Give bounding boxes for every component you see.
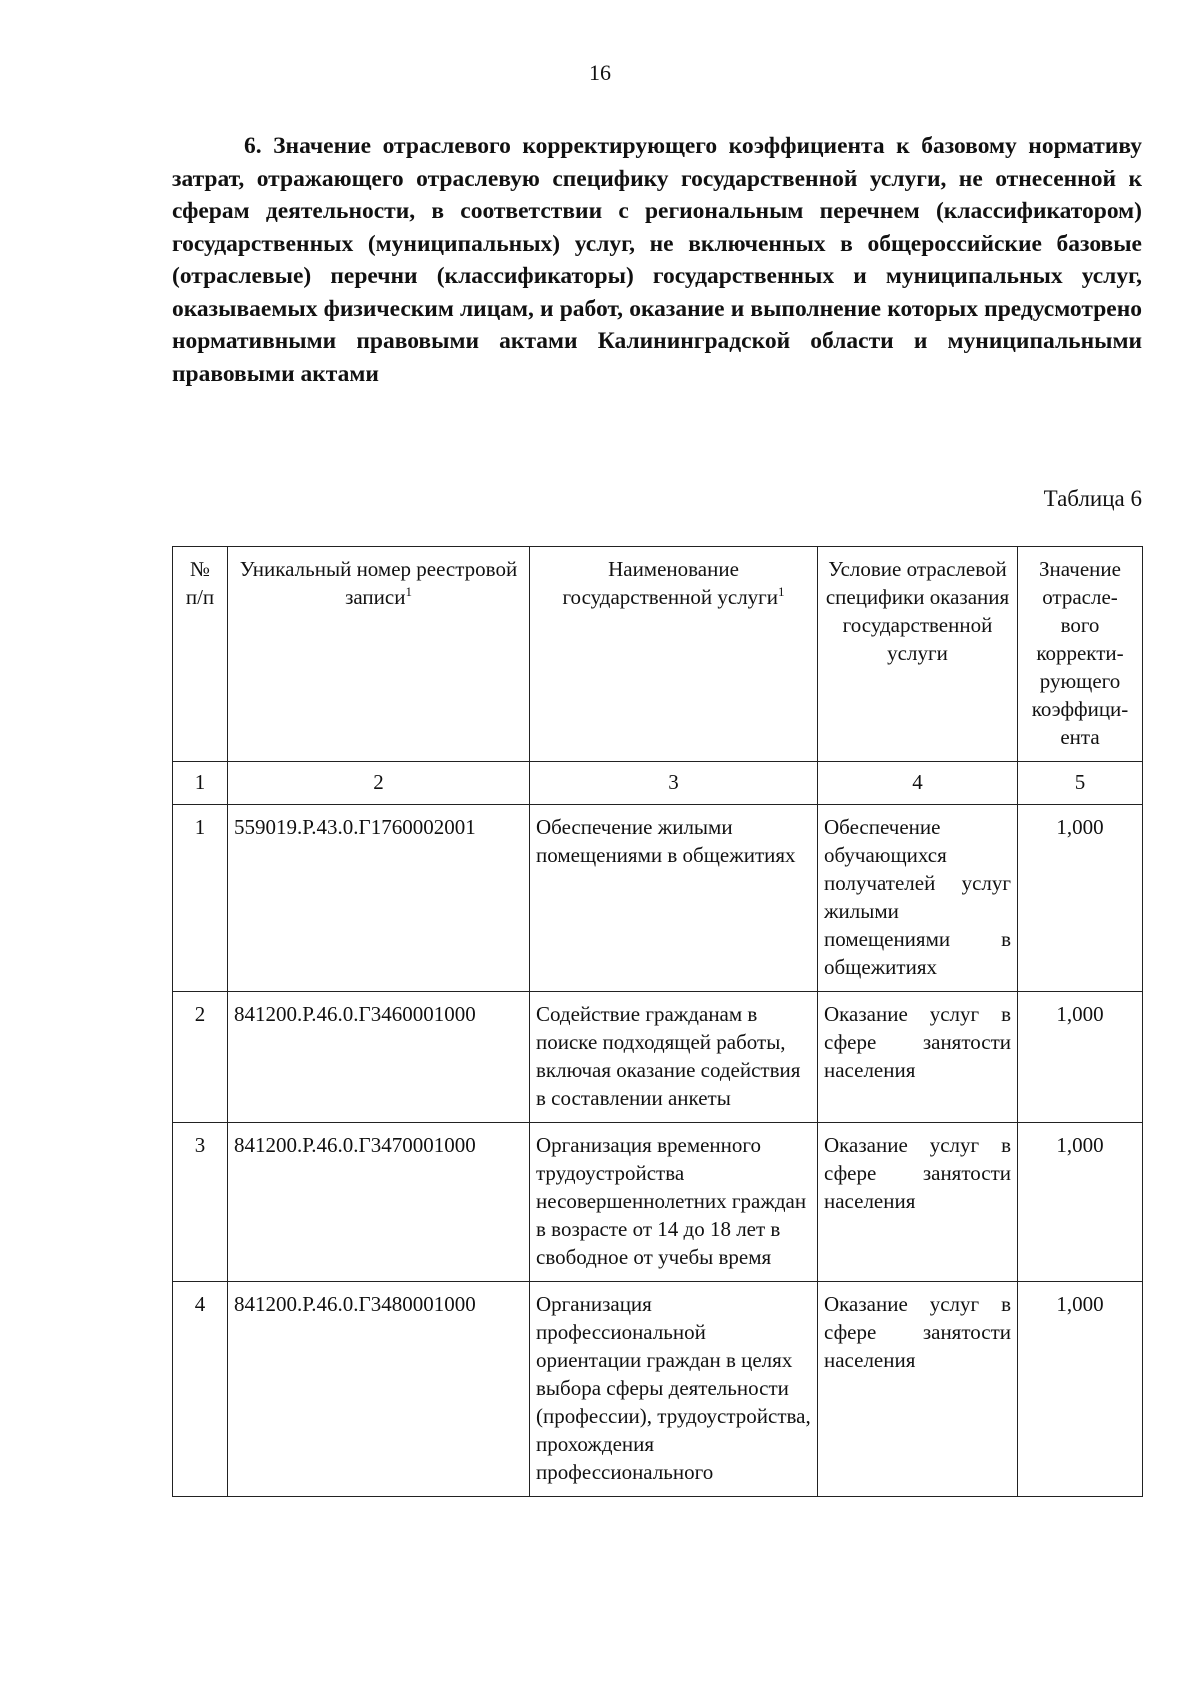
footnote-mark: 1 bbox=[778, 584, 785, 599]
table-row bbox=[173, 992, 1143, 1123]
row-num: 2 bbox=[173, 992, 228, 1123]
row-num: 1 bbox=[173, 805, 228, 992]
services-table bbox=[172, 546, 1143, 1497]
column-index: 4 bbox=[818, 762, 1018, 805]
header-condition: Условие отраслевой специфики оказания государственной услуги bbox=[818, 547, 1018, 762]
column-index: 3 bbox=[530, 762, 818, 805]
row-registry: 841200.Р.46.0.Г3460001000 bbox=[228, 992, 530, 1123]
table-row bbox=[173, 1123, 1143, 1282]
row-num: 3 bbox=[173, 1123, 228, 1282]
header-num: № п/п bbox=[173, 547, 228, 762]
row-condition: Оказание услуг в сфере занятости населения bbox=[818, 1123, 1018, 1282]
row-service-name: Содействие гражданам в поиске подходящей работы, включая оказание содействия в составлении анкеты bbox=[530, 992, 818, 1123]
column-index: 1 bbox=[173, 762, 228, 805]
table-row bbox=[173, 1282, 1143, 1497]
column-index: 5 bbox=[1018, 762, 1143, 805]
footnote-mark: 1 bbox=[405, 584, 412, 599]
section-heading: 6. Значение отраслевого корректирующего коэффициента к базовому нормативу затрат, отражающего отраслевую специфику государственной услуги, не отнесенной к сферам деятельности, в соответствии с региональным перечнем (классификатором) государственных (муниципальных) услуг, не включенных в общероссийские базовые (отраслевые) перечни (классификаторы) государственных и муниципальных услуг, оказываемых физическим лицам, и работ, оказание и выполнение которых предусмотрено нормативными правовыми актами Калининградской области и муниципальными правовыми актами bbox=[172, 133, 1142, 387]
header-service-name: Наименование государственной услуги$^1$ bbox=[530, 547, 818, 762]
table-caption: Таблица 6 bbox=[1043, 486, 1142, 511]
row-service-name: Организация профессиональной ориентации граждан в целях выбора сферы деятельности (профессии), трудоустройства, прохождения профессионального bbox=[530, 1282, 818, 1497]
row-service-name: Организация временного трудоустройства несовершеннолетних граждан в возрасте от 14 до 18 лет в свободное от учебы время bbox=[530, 1123, 818, 1282]
row-condition: Обеспечение обучающихся получателей услуг жилыми помещениями в общежитиях bbox=[818, 805, 1018, 992]
row-registry: 841200.Р.46.0.Г3480001000 bbox=[228, 1282, 530, 1497]
row-service-name: Обеспечение жилыми помещениями в общежитиях bbox=[530, 805, 818, 992]
row-registry: 841200.Р.46.0.Г3470001000 bbox=[228, 1123, 530, 1282]
row-value: 1,000 bbox=[1018, 805, 1143, 992]
row-condition: Оказание услуг в сфере занятости населения bbox=[818, 1282, 1018, 1497]
row-value: 1,000 bbox=[1018, 1123, 1143, 1282]
column-index: 2 bbox=[228, 762, 530, 805]
header-registry: Уникальный номер реестровой записи$^1$ bbox=[228, 547, 530, 762]
row-value: 1,000 bbox=[1018, 1282, 1143, 1497]
row-condition: Оказание услуг в сфере занятости населения bbox=[818, 992, 1018, 1123]
header-value: Значение отрасле-вого корректи-рующего коэффици-ента bbox=[1018, 547, 1143, 762]
row-num: 4 bbox=[173, 1282, 228, 1497]
column-index-row bbox=[173, 762, 1143, 805]
row-registry: 559019.Р.43.0.Г1760002001 bbox=[228, 805, 530, 992]
page-number: 16 bbox=[589, 60, 611, 85]
table-row bbox=[173, 805, 1143, 992]
row-value: 1,000 bbox=[1018, 992, 1143, 1123]
table-header-row bbox=[173, 547, 1143, 762]
